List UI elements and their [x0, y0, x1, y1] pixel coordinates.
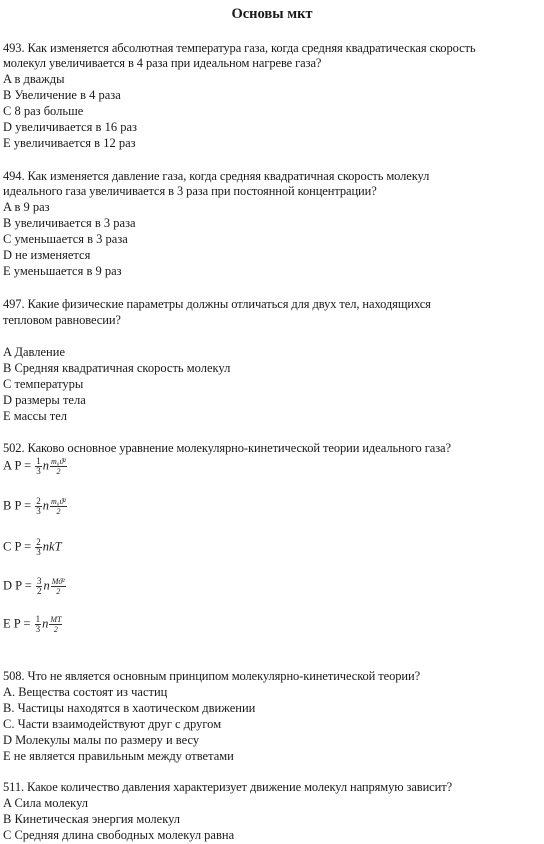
formula-letter: D: [3, 578, 13, 593]
formula-lhs: P =: [14, 458, 32, 473]
answer-option: D Молекулы малы по размеру и весу: [3, 733, 200, 747]
answer-option: A в дважды: [3, 72, 65, 86]
formula-coefficient: $\frac{1}{3}$: [35, 614, 41, 634]
answer-option: A Давление: [3, 345, 65, 359]
formula-letter: A: [3, 458, 12, 473]
answer-option: E уменьшается в 9 раз: [3, 264, 122, 278]
formula-coefficient: $\frac{2}{3}$: [36, 496, 41, 516]
formula-letter: C: [3, 539, 12, 554]
formula-lhs: P =: [14, 498, 32, 513]
question-502-line-1: 502. Каково основное уравнение молекулярно-кинетической теории идеального газа?: [3, 441, 451, 455]
formula-variable: n: [42, 616, 49, 631]
formula-coefficient: $\frac{2}{3}$: [36, 537, 41, 557]
answer-option: B Кинетическая энергия молекул: [3, 812, 181, 826]
formula-coefficient: $\frac{3}{2}$: [36, 576, 42, 596]
formula-option-a: [3, 457, 68, 476]
formula-variable: n: [42, 458, 50, 473]
formula-variable: n: [43, 578, 50, 593]
answer-option: C 8 раз больше: [3, 104, 84, 118]
answer-option: C уменьшается в 3 раза: [3, 232, 128, 246]
question-494-line-1: 494. Как изменяется давление газа, когда средняя квадратичная скорость молекул: [3, 169, 430, 183]
formula-option-e: [3, 615, 63, 634]
formula-letter: B: [3, 498, 12, 513]
formula-fraction: $\frac{\text{m₀ϑ²}}{2}$: [51, 457, 66, 476]
answer-option: B Средняя квадратичная скорость молекул: [3, 361, 231, 375]
question-493-line-2: молекул увеличивается в 4 раза при идеальном нагреве газа?: [3, 56, 322, 70]
formula-variable: nkT: [42, 539, 62, 554]
formula-lhs: P =: [14, 539, 32, 554]
answer-option: E не является правильным между ответами: [3, 749, 234, 763]
formula-option-b: [3, 497, 68, 516]
formula-option-c: [3, 538, 62, 557]
answer-option: B увеличивается в 3 раза: [3, 216, 136, 230]
answer-option: D размеры тела: [3, 393, 86, 407]
answer-option: A Сила молекул: [3, 796, 89, 810]
answer-option: B. Частицы находятся в хаотическом движении: [3, 701, 256, 715]
answer-option: C температуры: [3, 377, 84, 391]
formula-lhs: P =: [13, 616, 31, 631]
formula-option-d: [3, 577, 67, 596]
answer-option: D увеличивается в 16 раз: [3, 120, 137, 134]
formula-fraction: $\frac{\text{Mϑ²}}{2}$: [51, 577, 65, 596]
question-494-line-2: идеального газа увеличивается в 3 раза при постоянной концентрации?: [3, 184, 377, 198]
question-493-line-1: 493. Как изменяется абсолютная температура газа, когда средняя квадратическая скорость: [3, 41, 476, 55]
formula-coefficient: $\frac{1}{3}$: [36, 456, 41, 476]
answer-option: E массы тел: [3, 409, 68, 423]
formula-letter: E: [3, 616, 11, 631]
formula-fraction: $\frac{MT}{2}$: [50, 615, 62, 634]
answer-option: D не изменяется: [3, 248, 91, 262]
answer-option: C. Части взаимодействуют друг с другом: [3, 717, 222, 731]
question-511-line-1: 511. Какое количество давления характеризует движение молекул напрямую зависит?: [3, 780, 453, 794]
answer-option: C Средняя длина свободных молекул равна: [3, 828, 235, 842]
page-title: Основы мкт: [231, 6, 313, 22]
answer-option: E увеличивается в 12 раз: [3, 136, 136, 150]
formula-lhs: P =: [15, 578, 32, 593]
answer-option: A в 9 раз: [3, 200, 50, 214]
answer-option: A. Вещества состоят из частиц: [3, 685, 168, 699]
question-508-line-1: 508. Что не является основным принципом молекулярно-кинетической теории?: [3, 669, 421, 683]
formula-variable: n: [42, 498, 50, 513]
answer-option: B Увеличение в 4 раза: [3, 88, 121, 102]
question-497-line-2: тепловом равновесии?: [3, 313, 121, 327]
formula-fraction: $\frac{\text{m₀ϑ²}}{2}$: [51, 497, 66, 516]
question-497-line-1: 497. Какие физические параметры должны отличаться для двух тел, находящихся: [3, 297, 431, 311]
